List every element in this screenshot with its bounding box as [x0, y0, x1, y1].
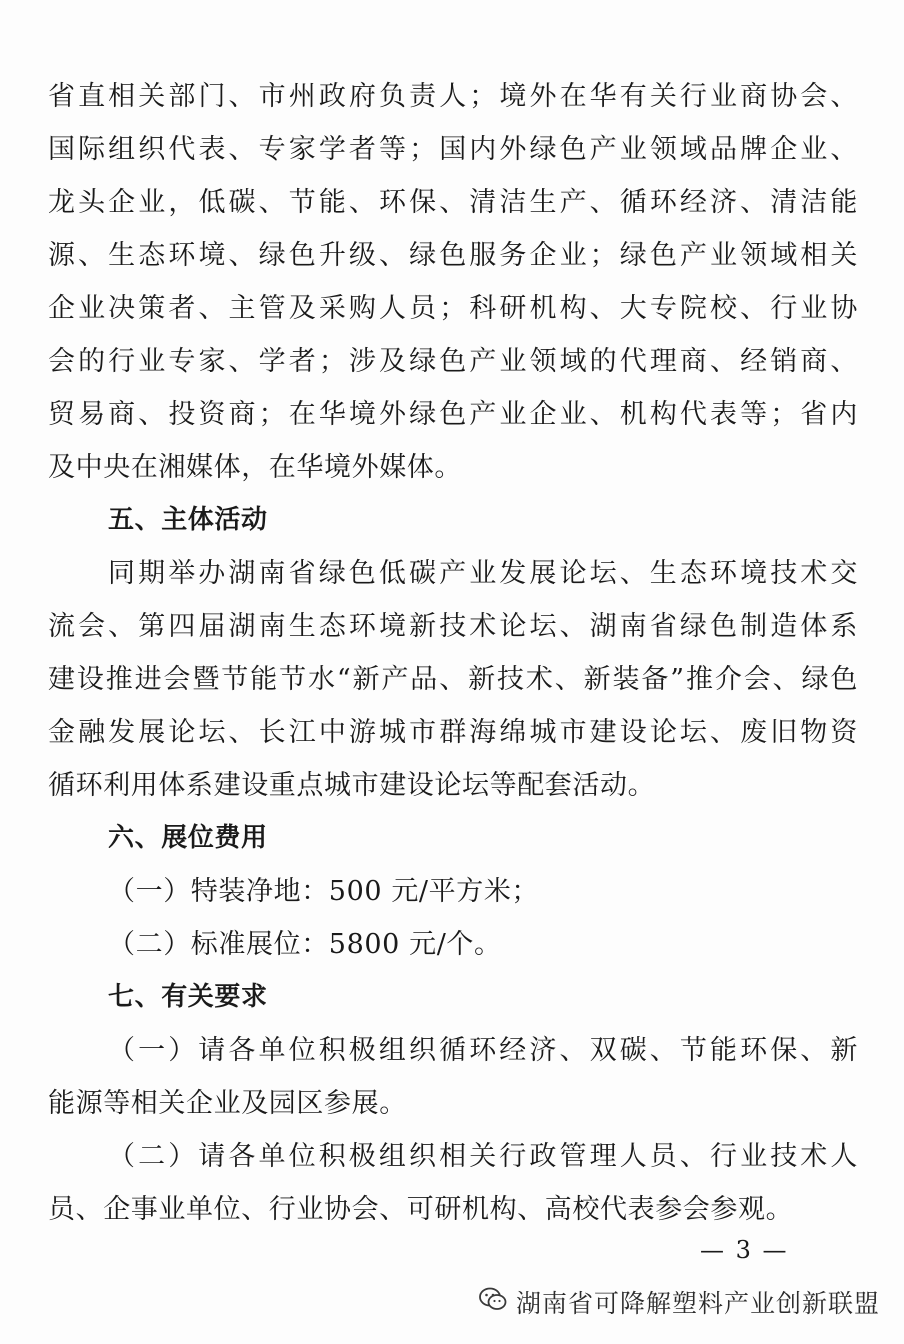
paragraph-line: 龙头企业，低碳、节能、环保、清洁生产、循环经济、清洁能 — [48, 187, 858, 218]
paragraph-line: 源、生态环境、绿色升级、绿色服务企业；绿色产业领域相关 — [48, 240, 858, 271]
wechat-icon — [478, 1286, 508, 1318]
page-number: — 3 — — [700, 1236, 789, 1264]
document-body — [48, 70, 858, 1236]
paragraph-line: 企业决策者、主管及采购人员；科研机构、大专院校、行业协 — [48, 293, 858, 324]
watermark-text: 湖南省可降解塑料产业创新联盟 — [515, 1289, 880, 1318]
section-heading-6: 六、展位费用 — [108, 823, 268, 853]
fee-item-standard: （二）标准展位：5800 元/个。 — [108, 929, 502, 960]
paragraph-line: 员、企事业单位、行业协会、可研机构、高校代表参会参观。 — [48, 1194, 794, 1225]
section-heading-5: 五、主体活动 — [108, 505, 268, 535]
paragraph-line: 贸易商、投资商；在华境外绿色产业企业、机构代表等；省内 — [48, 399, 858, 430]
paragraph-line: 能源等相关企业及园区参展。 — [48, 1088, 407, 1119]
paragraph-line: （二）请各单位积极组织相关行政管理人员、行业技术人 — [108, 1141, 858, 1172]
paragraph-line: 循环利用体系建设重点城市建设论坛等配套活动。 — [48, 770, 656, 801]
paragraph-line: 省直相关部门、市州政府负责人；境外在华有关行业商协会、 — [48, 81, 858, 112]
paragraph-line: 同期举办湖南省绿色低碳产业发展论坛、生态环境技术交 — [108, 558, 858, 589]
source-watermark — [478, 1284, 880, 1320]
paragraph-line: 及中央在湘媒体，在华境外媒体。 — [48, 452, 462, 483]
paragraph-line: 会的行业专家、学者；涉及绿色产业领域的代理商、经销商、 — [48, 346, 858, 377]
paragraph-line: （一）请各单位积极组织循环经济、双碳、节能环保、新 — [108, 1035, 858, 1066]
paragraph-line: 金融发展论坛、长江中游城市群海绵城市建设论坛、废旧物资 — [48, 717, 858, 748]
paragraph-line: 建设推进会暨节能节水“新产品、新技术、新装备”推介会、绿色 — [48, 664, 858, 695]
paragraph-line: 国际组织代表、专家学者等；国内外绿色产业领域品牌企业、 — [48, 134, 858, 165]
section-heading-7: 七、有关要求 — [108, 982, 268, 1012]
fee-item-special: （一）特装净地：500 元/平方米； — [108, 876, 540, 907]
paragraph-line: 流会、第四届湖南生态环境新技术论坛、湖南省绿色制造体系 — [48, 611, 858, 642]
